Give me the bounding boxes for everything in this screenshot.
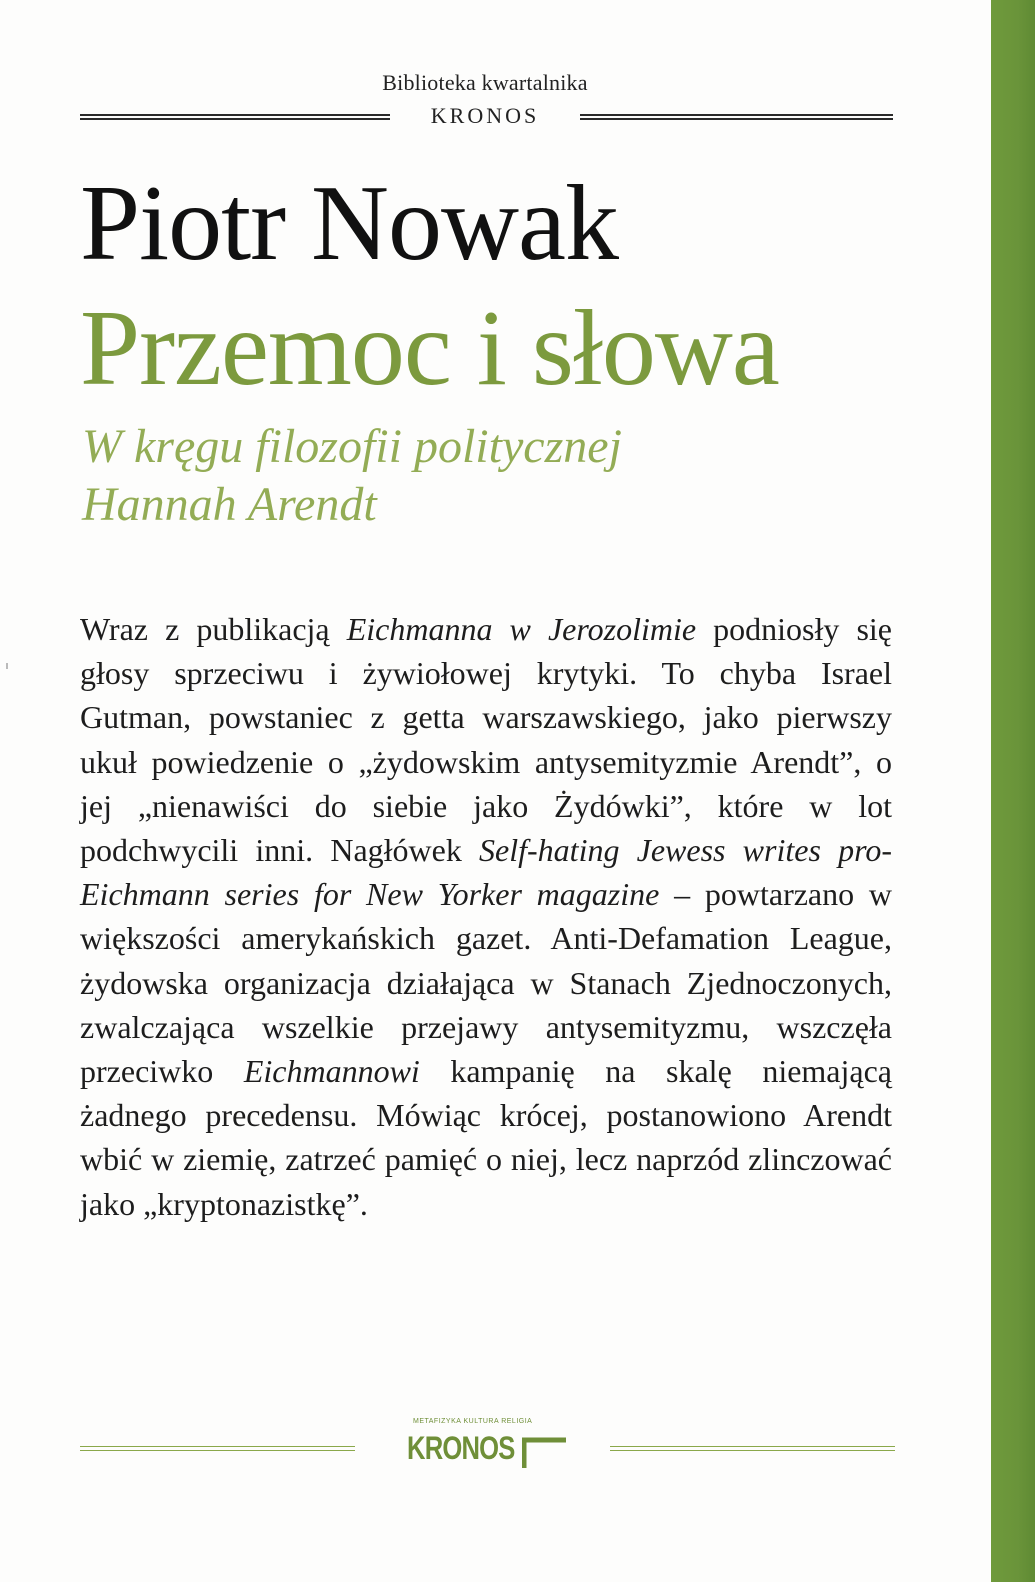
blurb-text	[80, 607, 892, 1226]
blurb-italic-run: Self-hating Jewess writes pro-Eichmann series for New Yorker magazine	[80, 832, 893, 913]
blurb-run: podniosły się głosy sprzeciwu i żywiołowej krytyki. To chyba Israel Gutman, powstaniec z getta warszawskiego, jako pierwszy ukuł powiedzenie o „żydowskim antysemityzmie Arendt”, o jej „nienawiści do siebie jako Żydówki”, które w lot podchwycili inni. Nagłówek	[80, 611, 892, 869]
logo-tagline: METAFIZYKA KULTURA RELIGIA	[413, 1418, 533, 1425]
publisher-footer	[80, 1408, 895, 1478]
series-name: KRONOS	[430, 103, 540, 128]
subtitle-line-1: W kręgu filozofii politycznej	[82, 420, 622, 473]
footer-rule-right	[610, 1446, 895, 1451]
scan-mark	[6, 663, 8, 669]
logo-bracket-icon	[522, 1436, 568, 1468]
double-rule-right	[580, 114, 893, 120]
blurb-run: – powtarzano w większości amerykańskich gazet. Anti-Defamation League, żydowska organizacja działająca w Stanach Zjednoczonych, zwalczająca wszelkie przejawy antysemityzmu, wszczęła przeciwko	[80, 876, 893, 1090]
series-label: Biblioteka kwartalnika	[382, 70, 588, 95]
subtitle-line-2: Hannah Arendt	[82, 478, 377, 531]
blurb-italic-run: Eichmanna w Jerozolimie	[346, 611, 697, 647]
blurb-run: Wraz z publikacją	[80, 611, 347, 647]
logo-wordmark: KRONOS	[407, 1430, 515, 1466]
double-rule-left	[80, 114, 390, 120]
kronos-logo	[405, 1408, 575, 1478]
book-title: Przemoc i słowa	[80, 289, 779, 408]
book-subtitle	[82, 418, 622, 534]
blurb-italic-run: Eichmannowi	[243, 1053, 420, 1090]
footer-rule-left	[80, 1446, 355, 1451]
series-rule	[80, 103, 895, 129]
blurb-run: kampanię na skalę niemającą żadnego precedensu. Mówiąc krócej, postanowiono Arendt wbić w ziemię, zatrzeć pamięć o niej, lecz naprzód zlinczować jako „kryptonazistkę”.	[80, 1053, 893, 1222]
green-edge-stripe	[991, 0, 1035, 1582]
author-name: Piotr Nowak	[80, 164, 618, 283]
